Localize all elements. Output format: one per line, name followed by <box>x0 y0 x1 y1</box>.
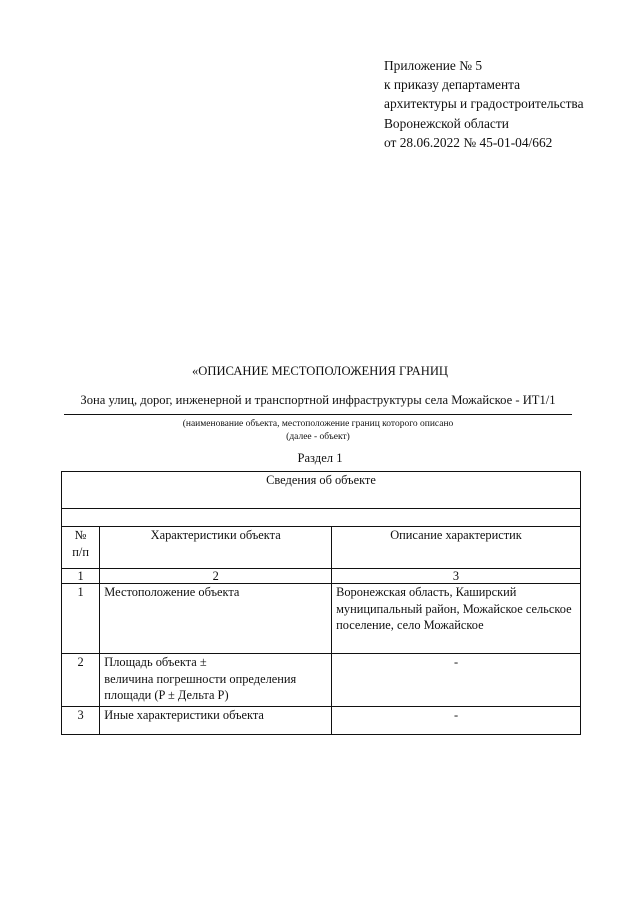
column-number-row <box>62 569 581 584</box>
table-row <box>62 707 581 735</box>
table-row <box>62 584 581 654</box>
section-label: Раздел 1 <box>297 451 343 465</box>
appendix-line: Воронежской области <box>384 115 509 131</box>
column-number: 3 <box>332 569 581 584</box>
column-header-characteristic: Характеристики объекта <box>100 527 332 569</box>
object-info-table <box>61 471 581 735</box>
row-number: 3 <box>62 707 100 735</box>
appendix-line: к приказу департамента <box>384 77 521 93</box>
row-characteristic: Местоположение объекта <box>100 584 332 654</box>
table-empty-row <box>62 509 581 527</box>
row-characteristic: Площадь объекта ± величина погрешности определения площади (P ± Дельта P) <box>100 654 332 707</box>
object-name: Зона улиц, дорог, инженерной и транспортной инфраструктуры села Можайское - ИТ1/1 <box>80 393 556 407</box>
column-number: 2 <box>100 569 332 584</box>
appendix-line: Приложение № 5 <box>384 58 483 73</box>
appendix-line: от 28.06.2022 № 45-01-04/662 <box>384 134 553 150</box>
table-header: Сведения об объекте <box>62 472 581 509</box>
row-description: - <box>332 707 581 735</box>
object-name-note: (наименование объекта, местоположение границ которого описано <box>182 419 454 429</box>
row-description: - <box>332 654 581 707</box>
object-name-note-continued: (далее - объект) <box>286 432 350 442</box>
row-description: Воронежская область, Каширский муниципальный район, Можайское сельское поселение, село Можайское <box>332 584 581 654</box>
column-number: 1 <box>62 569 100 584</box>
column-header-description: Описание характеристик <box>332 527 581 569</box>
column-header-row <box>62 527 581 569</box>
table-row <box>62 654 581 707</box>
row-characteristic: Иные характеристики объекта <box>100 707 332 735</box>
row-number: 1 <box>62 584 100 654</box>
appendix-block <box>384 56 624 152</box>
object-name-underline <box>64 414 572 415</box>
appendix-line: архитектуры и градостроительства <box>384 96 584 112</box>
table-empty-cell <box>62 509 581 527</box>
table-header-row <box>62 472 581 509</box>
column-header-num: № п/п <box>62 527 100 569</box>
document-title: «ОПИСАНИЕ МЕСТОПОЛОЖЕНИЯ ГРАНИЦ <box>191 364 449 378</box>
row-number: 2 <box>62 654 100 707</box>
